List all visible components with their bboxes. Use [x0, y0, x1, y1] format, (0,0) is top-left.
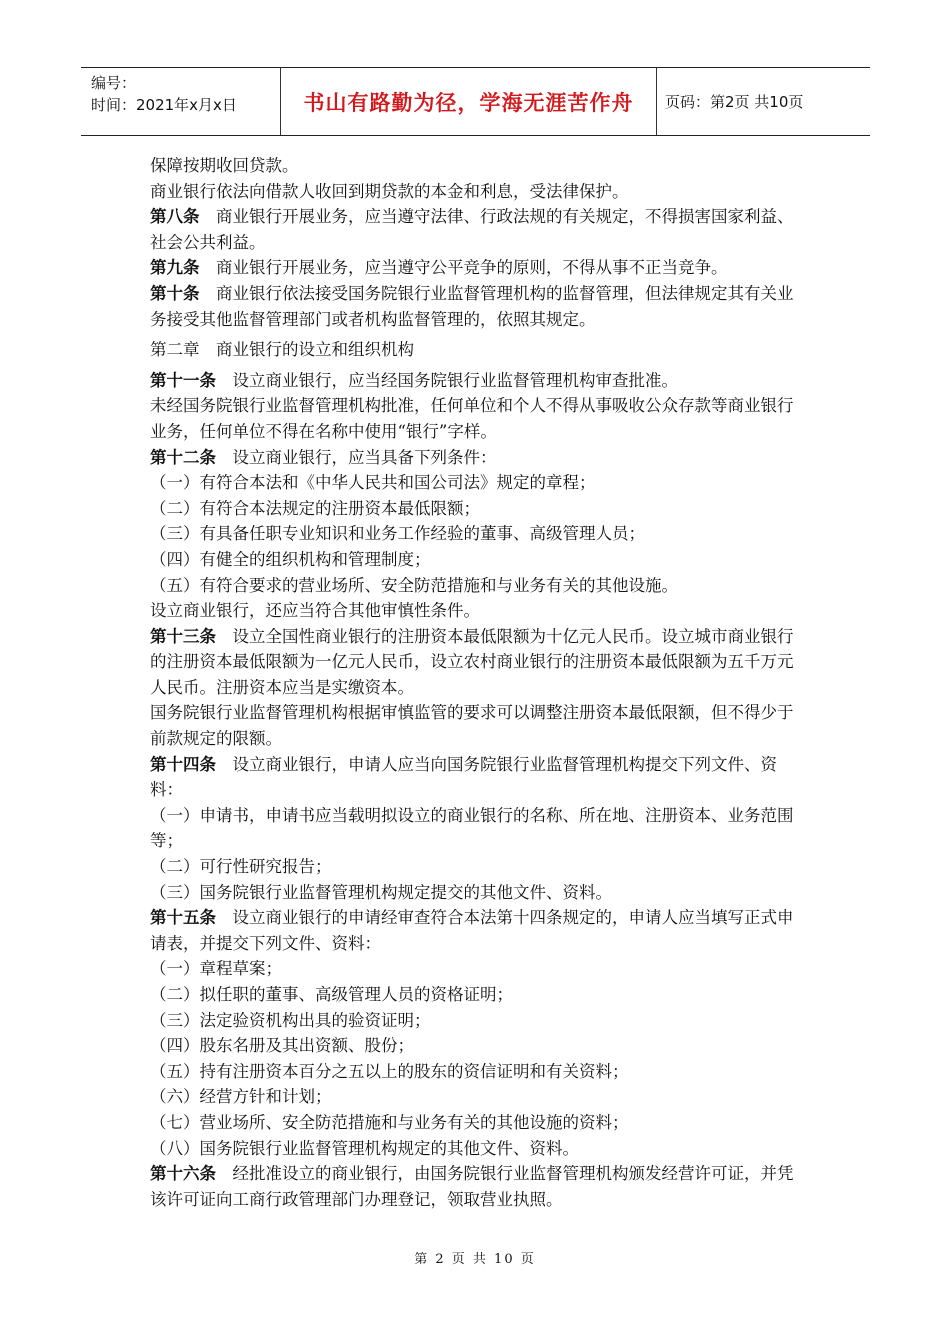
- paragraph-text: 商业银行开展业务，应当遵守公平竞争的原则，不得从事不正当竞争。: [199, 258, 728, 278]
- paragraph: [150, 393, 800, 444]
- paragraph: [150, 1059, 800, 1085]
- paragraph-text: （一）有符合本法和《中华人民共和国公司法》规定的章程；: [150, 473, 596, 493]
- header-motto: 书山有路勤为径，学海无涯苦作舟: [303, 90, 634, 115]
- paragraph: [150, 496, 800, 522]
- article-number: 第十一条: [150, 370, 216, 390]
- paragraph: [150, 255, 800, 281]
- paragraph-text: （二）拟任职的董事、高级管理人员的资格证明；: [150, 985, 513, 1004]
- paragraph-text: （四）有健全的组织机构和管理制度；: [150, 549, 431, 569]
- paragraph-text: 国务院银行业监督管理机构根据审慎监管的要求可以调整注册资本最低限额，但不得少于前款规定的限额。: [150, 703, 794, 749]
- paragraph-text: 设立商业银行，还应当符合其他审慎性条件。: [150, 601, 480, 621]
- article-number: 第十四条: [150, 754, 216, 774]
- paragraph-text: 商业银行开展业务，应当遵守法律、行政法规的有关规定，不得损害国家利益、社会公共利益。: [150, 207, 794, 252]
- article-number: 第九条: [150, 258, 200, 278]
- paragraph: [150, 1008, 800, 1034]
- paragraph: [150, 179, 800, 205]
- paragraph-text: 未经国务院银行业监督管理机构批准，任何单位和个人不得从事吸收公众存款等商业银行业务，任何单位不得在名称中使用“银行”字样。: [150, 396, 794, 441]
- paragraph-text: 保障按期收回贷款。: [150, 156, 299, 175]
- paragraph-text: （三）法定验资机构出具的验资证明；: [150, 1010, 431, 1030]
- paragraph: [150, 700, 800, 751]
- paragraph-text: （五）持有注册资本百分之五以上的股东的资信证明和有关资料；: [150, 1061, 629, 1081]
- paragraph: [150, 521, 800, 547]
- paragraph: [150, 803, 800, 854]
- paragraph-text: 商业银行依法接受国务院银行业监督管理机构的监督管理，但法律规定其有关业务接受其他监督管理部门或者机构监督管理的，依照其规定。: [150, 283, 794, 329]
- paragraph: [150, 153, 800, 179]
- paragraph-text: （一）章程草案；: [150, 959, 282, 979]
- chapter-title: 第二章 商业银行的设立和组织机构: [150, 340, 414, 360]
- page-header: [81, 67, 870, 136]
- paragraph: [150, 624, 800, 701]
- document-body: [150, 153, 800, 1212]
- section-articles-2: [150, 368, 800, 1213]
- paragraph-text: （二）可行性研究报告；: [150, 857, 332, 877]
- paragraph-text: 设立商业银行，应当经国务院银行业监督管理机构审查批准。: [216, 370, 678, 390]
- header-motto-cell: [281, 68, 657, 135]
- page-footer: 第 2 页 共 10 页: [414, 1252, 536, 1267]
- paragraph-text: （三）国务院银行业监督管理机构规定提交的其他文件、资料。: [150, 882, 612, 902]
- article-number: 第十五条: [150, 908, 216, 928]
- paragraph: [150, 1110, 800, 1136]
- time-label: 时间：2021年x月x日: [91, 96, 237, 114]
- header-page-info: 页码：第2页 共10页: [665, 93, 804, 111]
- paragraph: [150, 547, 800, 573]
- number-label: 编号：: [91, 74, 137, 92]
- paragraph: [150, 880, 800, 906]
- paragraph: [150, 1161, 800, 1212]
- paragraph: [150, 573, 800, 599]
- paragraph: [150, 368, 800, 394]
- header-meta: [81, 68, 281, 135]
- article-number: 第八条: [150, 207, 200, 227]
- paragraph-text: （一）申请书，申请书应当载明拟设立的商业银行的名称、所在地、注册资本、业务范围等；: [150, 805, 794, 851]
- header-page-info-cell: [657, 68, 870, 135]
- paragraph: [150, 854, 800, 880]
- paragraph-text: （八）国务院银行业监督管理机构规定的其他文件、资料。: [150, 1138, 579, 1158]
- paragraph: [150, 956, 800, 982]
- paragraph: [150, 470, 800, 496]
- paragraph: [150, 1084, 800, 1110]
- paragraph-text: （六）经营方针和计划；: [150, 1087, 332, 1107]
- paragraph-text: 设立商业银行的申请经审查符合本法第十四条规定的，申请人应当填写正式申请表，并提交下列文件、资料：: [150, 908, 794, 953]
- section-articles-1: [150, 153, 800, 332]
- paragraph-text: 商业银行依法向借款人收回到期贷款的本金和利息，受法律保护。: [150, 181, 629, 201]
- article-number: 第十条: [150, 283, 200, 303]
- paragraph-text: 设立商业银行，应当具备下列条件：: [216, 447, 497, 467]
- paragraph-text: （四）股东名册及其出资额、股份；: [150, 1036, 414, 1056]
- paragraph: [150, 905, 800, 956]
- paragraph: [150, 204, 800, 255]
- paragraph: [150, 598, 800, 624]
- paragraph: [150, 752, 800, 803]
- article-number: 第十六条: [150, 1164, 216, 1184]
- paragraph: [150, 445, 800, 471]
- paragraph-text: （二）有符合本法规定的注册资本最低限额；: [150, 498, 480, 518]
- article-number: 第十二条: [150, 447, 216, 467]
- paragraph-text: 经批准设立的商业银行，由国务院银行业监督管理机构颁发经营许可证，并凭该许可证向工商行政管理部门办理登记，领取营业执照。: [150, 1164, 794, 1209]
- paragraph: [150, 1136, 800, 1162]
- paragraph-text: （五）有符合要求的营业场所、安全防范措施和与业务有关的其他设施。: [150, 575, 678, 595]
- article-number: 第十三条: [150, 626, 216, 646]
- paragraph: [150, 982, 800, 1008]
- paragraph-text: 设立全国性商业银行的注册资本最低限额为十亿元人民币。设立城市商业银行的注册资本最低限额为一亿元人民币，设立农村商业银行的注册资本最低限额为五千万元人民币。注册资本应当是实缴资本。: [150, 626, 794, 697]
- paragraph: [150, 281, 800, 332]
- paragraph-text: （三）有具备任职专业知识和业务工作经验的董事、高级管理人员；: [150, 524, 645, 544]
- paragraph: [150, 1033, 800, 1059]
- paragraph-text: （七）营业场所、安全防范措施和与业务有关的其他设施的资料；: [150, 1112, 629, 1132]
- paragraph-text: 设立商业银行，申请人应当向国务院银行业监督管理机构提交下列文件、资料：: [150, 754, 777, 800]
